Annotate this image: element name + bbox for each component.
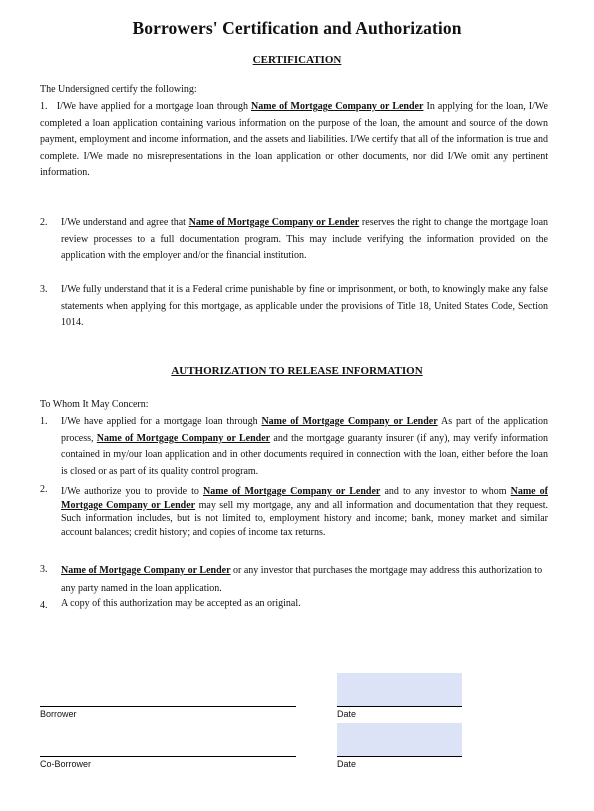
lender-name-field[interactable]: Name of Mortgage Company or Lender [96,432,271,444]
certification-heading: CERTIFICATION [252,54,342,66]
borrower-date-label: Date [337,709,357,719]
borrower-signature-line[interactable] [40,706,296,707]
lender-name-field[interactable]: Name of Mortgage Company or Lender [251,101,424,112]
borrower-date-line [337,706,462,707]
certification-item-3-number: 3. [40,284,48,295]
authorization-item-4-number: 4. [40,600,48,611]
authorization-item-3-number: 3. [40,564,48,575]
authorization-item-1-number: 1. [40,416,48,427]
authorization-item-2-number: 2. [40,484,48,495]
authorization-item-2: I/We authorize you to provide to Name of Mortgage Company or Lender and to any investor to whom Name of Mortgage Company or Lender may sell my mortgage, any and all information and documentation that they request. Such information includes, but is not limited to, employment history and income; bank, money market and similar account balances; credit history; and copies of income tax returns. [61,486,549,538]
lender-name-field[interactable]: Name of Mortgage Company or Lender [61,486,548,511]
lender-name-field[interactable]: Name of Mortgage Company or Lender [61,565,231,576]
coborrower-label: Co-Borrower [40,759,92,769]
authorization-item-3: Name of Mortgage Company or Lender or any investor that purchases the mortgage may address this authorization to any party named in the loan application. [61,565,543,594]
authorization-intro: To Whom It May Concern: [40,399,149,410]
borrower-label: Borrower [40,709,77,719]
authorization-heading: AUTHORIZATION TO RELEASE INFORMATION [171,365,423,377]
coborrower-signature-line[interactable] [40,756,296,757]
certification-intro: The Undersigned certify the following: [40,84,197,95]
authorization-item-4: A copy of this authorization may be accepted as an original. [61,598,301,609]
coborrower-date-line [337,756,462,757]
certification-item-3: I/We fully understand that it is a Federal crime punishable by fine or imprisonment, or both, to knowingly make any false statements when applying for this mortgage, as applicable under the provisions of Title 18, United States Code, Section 1014. [61,284,548,328]
document-title: Borrowers' Certification and Authorization [132,18,462,38]
certification-item-2-number: 2. [40,217,48,228]
borrower-date-field[interactable] [337,673,462,706]
lender-name-field[interactable]: Name of Mortgage Company or Lender [261,416,438,427]
certification-item-1: 1. I/We have applied for a mortgage loan through Name of Mortgage Company or Lender In applying for the loan, I/We completed a loan application containing various information on the purpose of the loan, the amount and source of the down payment, employment and income information, and the assets and liabilities. I/We certify that all of the information is true and complete. I/We made no misrepresentations in the loan application or other documents, nor did I/We omit any pertinent information. [40,101,548,178]
coborrower-date-label: Date [337,759,357,769]
coborrower-date-field[interactable] [337,723,462,756]
lender-name-field[interactable]: Name of Mortgage Company or Lender [202,486,381,497]
lender-name-field[interactable]: Name of Mortgage Company or Lender [188,217,360,228]
certification-item-2: I/We understand and agree that Name of Mortgage Company or Lender reserves the right to change the mortgage loan review processes to a full documentation program. This may include verifying the information provided on the application with the employer and/or the financial institution. [61,217,549,261]
authorization-item-1: I/We have applied for a mortgage loan through Name of Mortgage Company or Lender As part of the application process, Name of Mortgage Company or Lender and the mortgage guaranty insurer (if any), may verify information contained in my/our loan application and in other documents required in connection with the loan, either before the loan is closed or as part of its quality control program. [61,416,549,477]
